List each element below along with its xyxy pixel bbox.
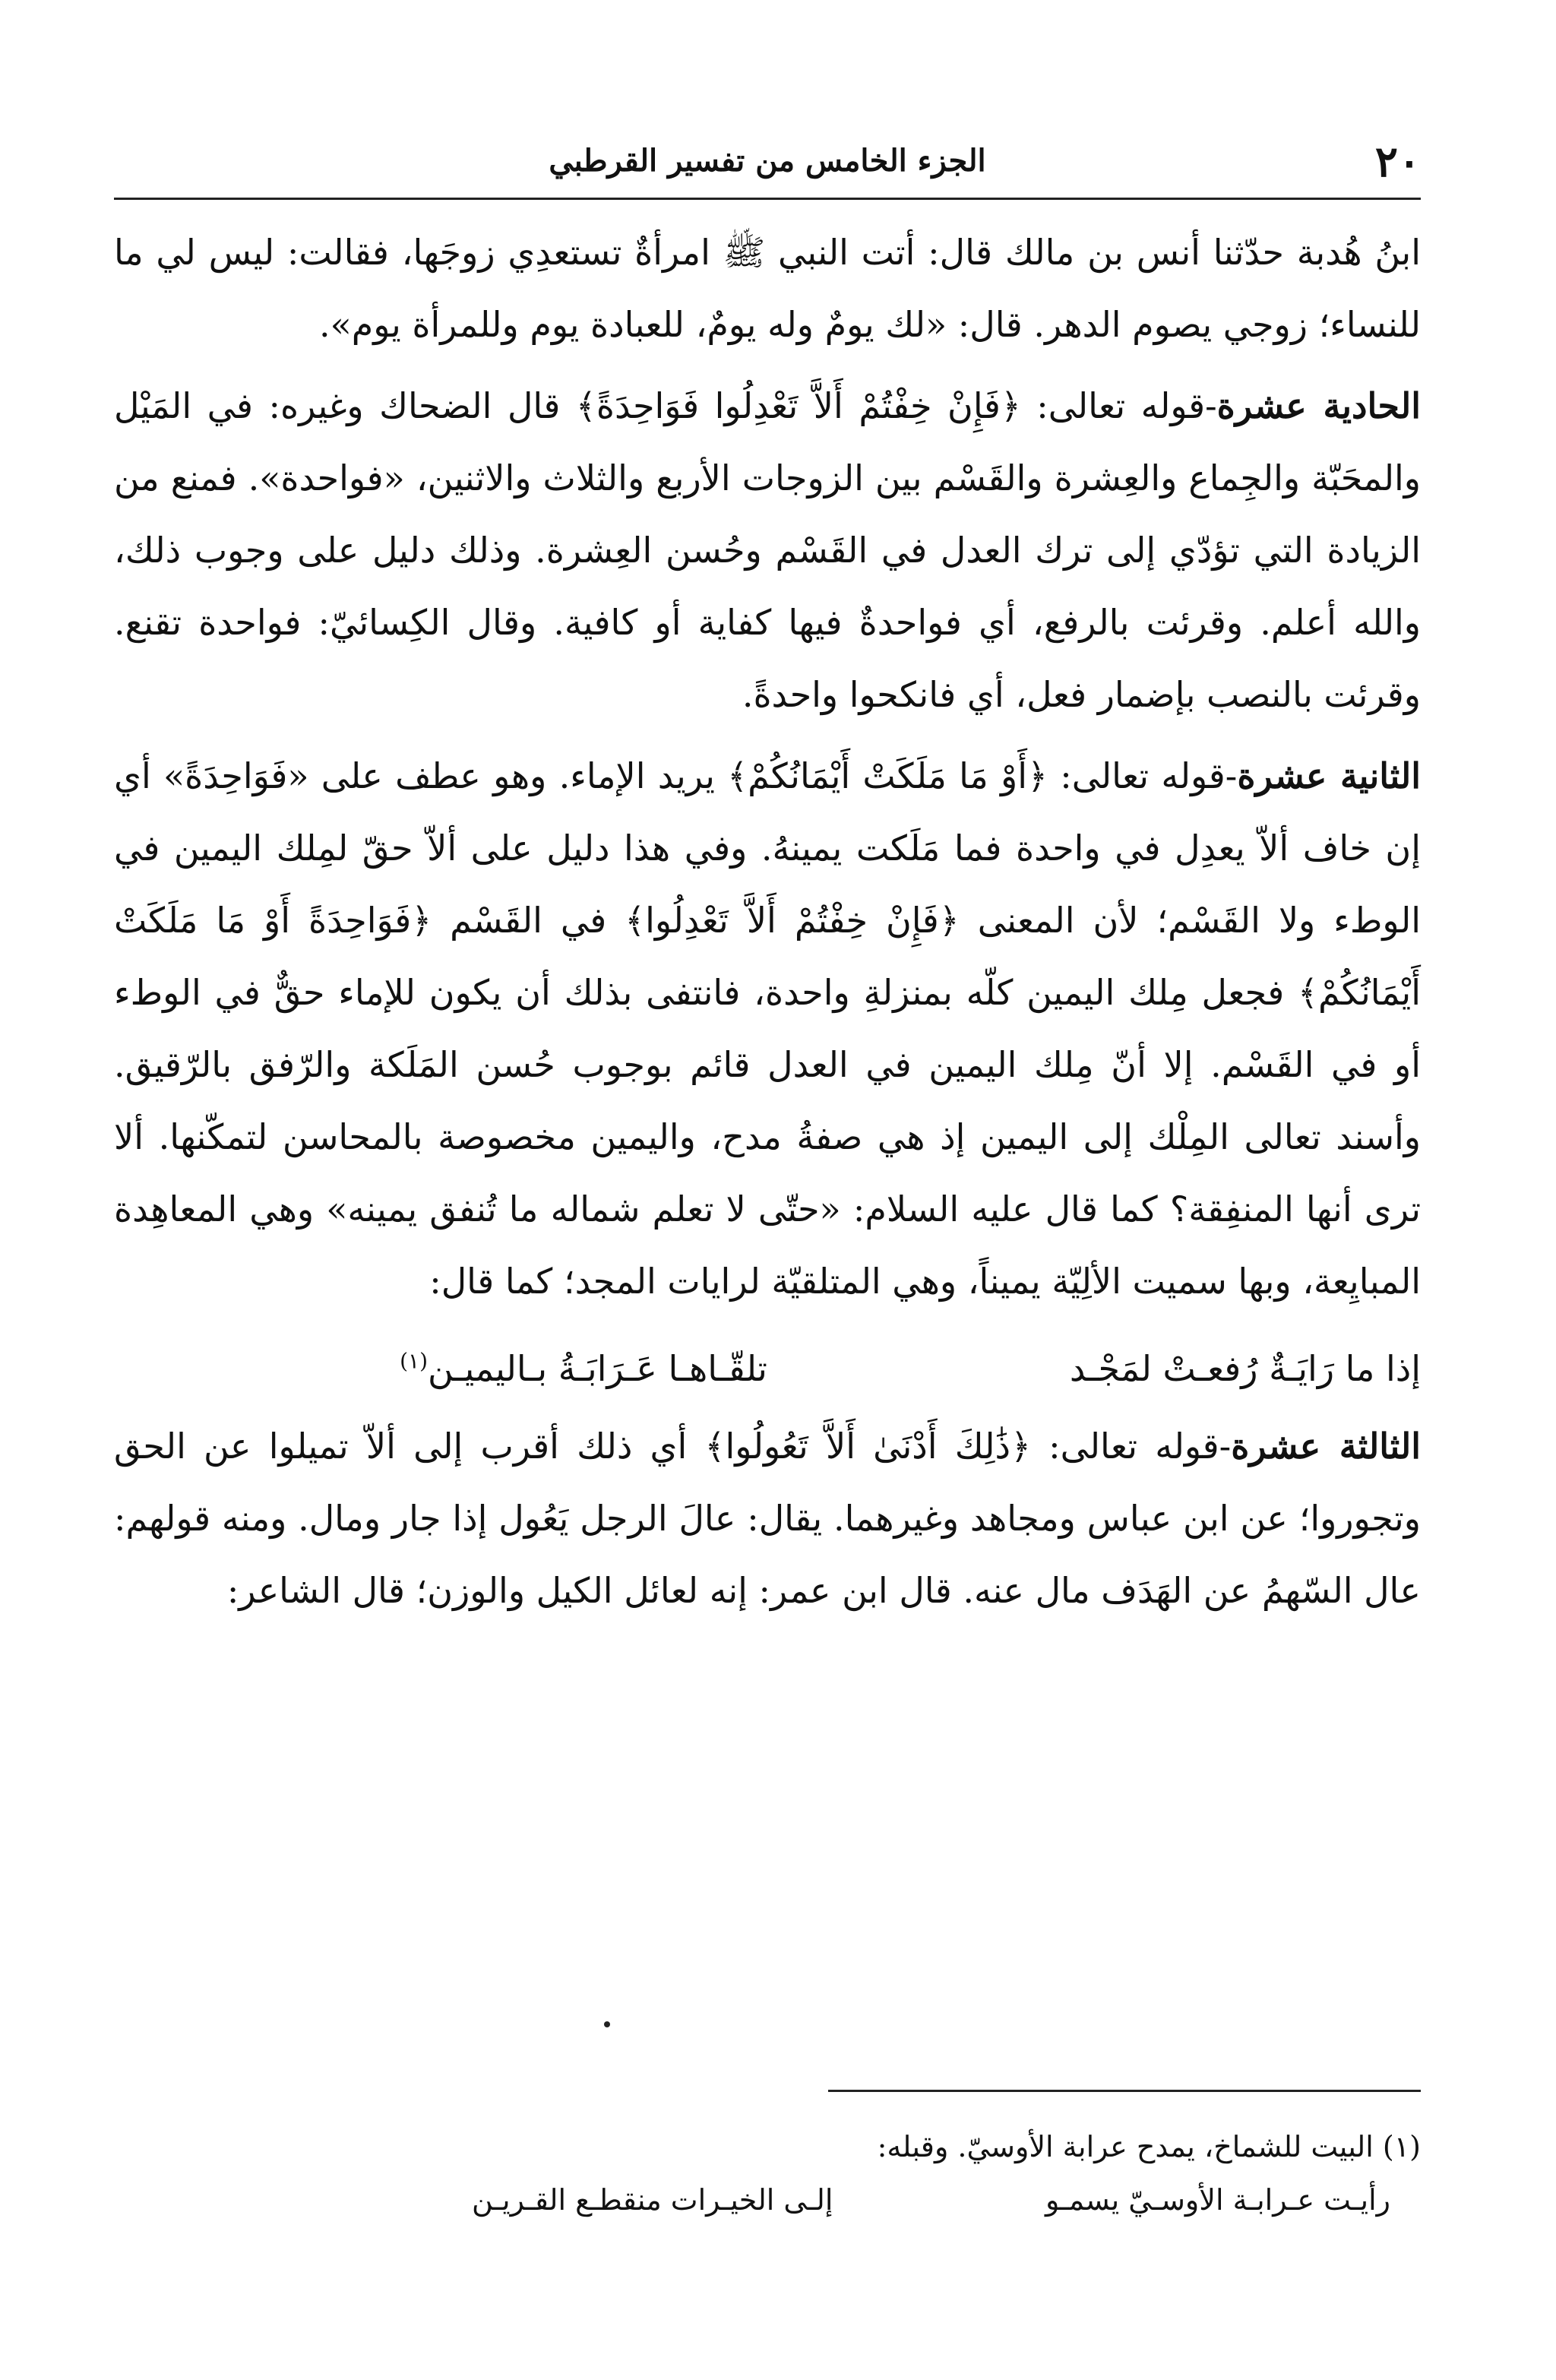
footnotes [114, 2120, 1421, 2227]
footnote-number: (١) [1382, 2130, 1421, 2163]
footnote-verse-first: رأيـت عـرابـة الأوسـيّ يسمـو [1045, 2183, 1390, 2217]
verse-first-hemistich: إذا ما رَايَـةٌ رُفعـتْ لمَجْـد [1069, 1348, 1421, 1389]
book-page [114, 114, 1421, 2302]
verse-second-hemistich: تلقّـاهـا عَـرَابَـةُ بـاليميـن [428, 1348, 767, 1389]
section-heading: الحادية عشرة [1216, 385, 1422, 426]
section-heading: الثانية عشرة [1237, 755, 1421, 796]
paragraph [114, 217, 1421, 361]
paragraph [114, 370, 1421, 731]
running-title: الجزء الخامس من تفسير القرطبي [549, 143, 986, 179]
poetry-verse [114, 1327, 1421, 1410]
body-text [114, 217, 1421, 1636]
paragraph-text: -قوله تعالى: ﴿ذَٰلِكَ أَدْنَىٰ أَلاَّ تَعُولُوا﴾ أي ذلك أقرب إلى ألاّ تميلوا عن الحق وتجوروا؛ عن ابن عباس ومجاهد وغيرهما. يقال: عالَ الرجل يَعُول إذا جار ومال. ومنه قولهم: عال السّهمُ عن الهَدَف مال عنه. قال ابن عمر: إنه لعائل الكيل والوزن؛ قال الشاعر: [114, 1426, 1421, 1611]
paragraph [114, 1410, 1421, 1627]
verse-second-hemistich-wrap [114, 1327, 767, 1410]
paragraph-text: -قوله تعالى: ﴿أَوْ مَا مَلَكَتْ أَيْمَانُكُمْ﴾ يريد الإماء. وهو عطف على «فَوَاحِدَةً» أي إن خاف ألاّ يعدِل في واحدة فما مَلَكت يمينهُ. وفي هذا دليل على ألاّ حقّ لمِلك اليمين في الوطء ولا القَسْم؛ لأن المعنى ﴿فَإِنْ خِفْتُمْ أَلاَّ تَعْدِلُوا﴾ في القَسْم ﴿فَوَاحِدَةً أَوْ مَا مَلَكَتْ أَيْمَانُكُمْ﴾ فجعل مِلك اليمين كلّه بمنزلةِ واحدة، فانتفى بذلك أن يكون للإماء حقٌّ في الوطء أو في القَسْم. إلا أنّ مِلك اليمين في العدل قائم بوجوب حُسن المَلَكة والرّفق بالرّقيق. وأسند تعالى المِلْك إلى اليمين إذ هي صفةُ مدح، واليمين مخصوصة بالمحاسن لتمكّنها. ألا ترى أنها المنفِقة؟ كما قال عليه السلام: «حتّى لا تعلم شماله ما تُنفق يمينه» وهي المعاهِدة المبايِعة، وبها سميت الألِيّة يميناً، وهي المتلقيّة لرايات المجد؛ كما قال: [114, 755, 1421, 1302]
footnote-verse-second: إلـى الخيـرات منقطـع القـريـن [471, 2183, 833, 2217]
paragraph [114, 740, 1421, 1318]
page-number: ٢٠ [1374, 137, 1421, 187]
footnote-marker: (١) [400, 1348, 429, 1374]
footnote-text: البيت للشماخ، يمدح عرابة الأوسيّ. وقبله: [877, 2130, 1374, 2163]
print-speck [604, 2021, 610, 2027]
footnote-divider [828, 2090, 1421, 2092]
footnote-verse [114, 2173, 1390, 2227]
section-heading: الثالثة عشرة [1231, 1426, 1421, 1467]
page-header [114, 129, 1421, 200]
paragraph-text: -قوله تعالى: ﴿فَإِنْ خِفْتُمْ أَلاَّ تَعْدِلُوا فَوَاحِدَةً﴾ قال الضحاك وغيره: في المَيْل والمحَبّة والجِماع والعِشرة والقَسْم بين الزوجات الأربع والثلاث والاثنين، «فواحدة». فمنع من الزيادة التي تؤدّي إلى ترك العدل في القَسْم وحُسن العِشرة. وذلك دليل على وجوب ذلك، والله أعلم. وقرئت بالرفع، أي فواحدةٌ فيها كفاية أو كافية. وقال الكِسائيّ: فواحدة تقنع. وقرئت بالنصب بإضمار فعل، أي فانكحوا واحدةً. [114, 385, 1421, 715]
paragraph-text: ابنُ هُدبة حدّثنا أنس بن مالك قال: أتت النبي ﷺ امرأةٌ تستعدِي زوجَها، فقالت: ليس لي ما للنساء؛ زوجي يصوم الدهر. قال: «لك يومٌ وله يومٌ، للعبادة يوم وللمرأة يوم». [114, 232, 1421, 345]
footnote-line [114, 2120, 1421, 2173]
